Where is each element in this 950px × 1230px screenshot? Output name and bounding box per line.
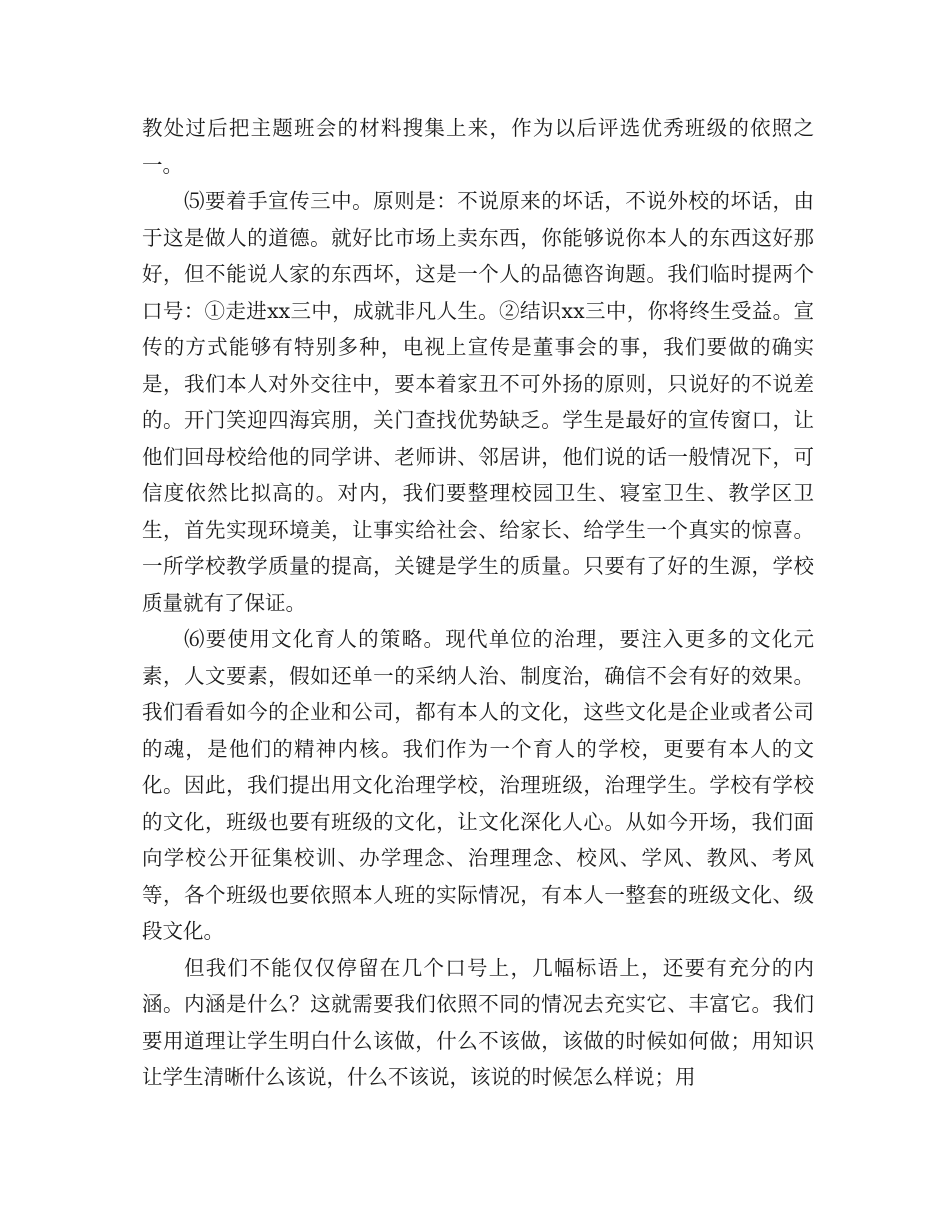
paragraph-3: ⑹要使用文化育人的策略。现代单位的治理，要注入更多的文化元素，人文要素，假如还单一的采纳人治、制度治，确信不会有好的效果。我们看看如今的企业和公司，都有本人的文化，这些文化是企业或者公司的魂，是他们的精神内核。我们作为一个育人的学校，更要有本人的文化。因此，我们提出用文化治理学校，治理班级，治理学生。学校有学校的文化，班级也要有班级的文化，让文化深化人心。从如今开场，我们面向学校公开征集校训、办学理念、治理理念、校风、学风、教风、考风等，各个班级也要依照本人班的实际情况，有本人一整套的班级文化、级段文化。 xyxy=(142,627,814,943)
document-body xyxy=(142,110,814,1096)
paragraph-2: ⑸要着手宣传三中。原则是：不说原来的坏话，不说外校的坏话，由于这是做人的道德。就好比市场上卖东西，你能够说你本人的东西这好那好，但不能说人家的东西坏，这是一个人的品德咨询题。我们临时提两个口号：①走进xx三中，成就非凡人生。②结识xx三中，你将终生受益。宣传的方式能够有特别多种，电视上宣传是董事会的事，我们要做的确实是，我们本人对外交往中，要本着家丑不可外扬的原则，只说好的不说差的。开门笑迎四海宾朋，关门查找优势缺乏。学生是最好的宣传窗口，让他们回母校给他的同学讲、老师讲、邻居讲，他们说的话一般情况下，可信度依然比拟高的。对内，我们要整理校园卫生、寝室卫生、教学区卫生，首先实现环境美，让事实给社会、给家长、给学生一个真实的惊喜。一所学校教学质量的提高，关键是学生的质量。只要有了好的生源，学校质量就有了保证。 xyxy=(142,189,814,615)
paragraph-4: 但我们不能仅仅停留在几个口号上，几幅标语上，还要有充分的内涵。内涵是什么？这就需要我们依照不同的情况去充实它、丰富它。我们要用道理让学生明白什么该做，什么不该做，该做的时候如何做；用知识让学生清晰什么该说，什么不该说，该说的时候怎么样说；用 xyxy=(142,955,814,1089)
paragraph-1: 教处过后把主题班会的材料搜集上来，作为以后评选优秀班级的依照之一。 xyxy=(142,116,814,177)
